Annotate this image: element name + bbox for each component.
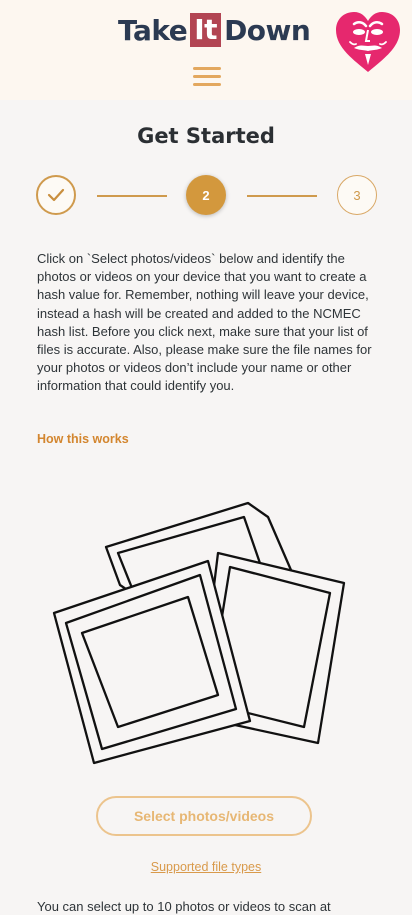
page-title: Get Started [137,124,275,148]
menu-bar [193,67,221,70]
logo-down-text: Down [224,13,311,47]
hamburger-menu-icon[interactable] [193,67,221,87]
upload-limit-text: You can select up to 10 photos or videos to scan at [37,899,331,914]
select-photos-button[interactable]: Select photos/videos [96,796,312,836]
step-1-complete [36,175,76,215]
how-this-works-link[interactable]: How this works [37,432,129,446]
progress-stepper [0,172,412,222]
step-3-upcoming: 3 [337,175,377,215]
logo-take-text: Take [118,13,188,47]
menu-bar [193,83,221,86]
step-connector [247,195,317,197]
heart-mask-icon [332,10,404,74]
menu-bar [193,75,221,78]
take-it-down-logo[interactable] [118,12,310,48]
instructions-text: Click on `Select photos/videos` below and identify the photos or videos on your device that you want to create a hash value for. Remember, nothing will leave your device, instead a hash will be created and added to the NCMEC hash list. Before you click next, make sure that your list of files is accurate. Also, please make sure the file names for your photos or videos don’t include your name or other information that could identify you. [37,251,372,394]
check-icon [47,188,65,202]
logo-it-text: It [190,13,221,47]
supported-file-types-link[interactable]: Supported file types [150,860,262,874]
step-connector [97,195,167,197]
photos-illustration [48,495,348,770]
app-header [0,0,412,100]
step-2-current: 2 [186,175,226,215]
